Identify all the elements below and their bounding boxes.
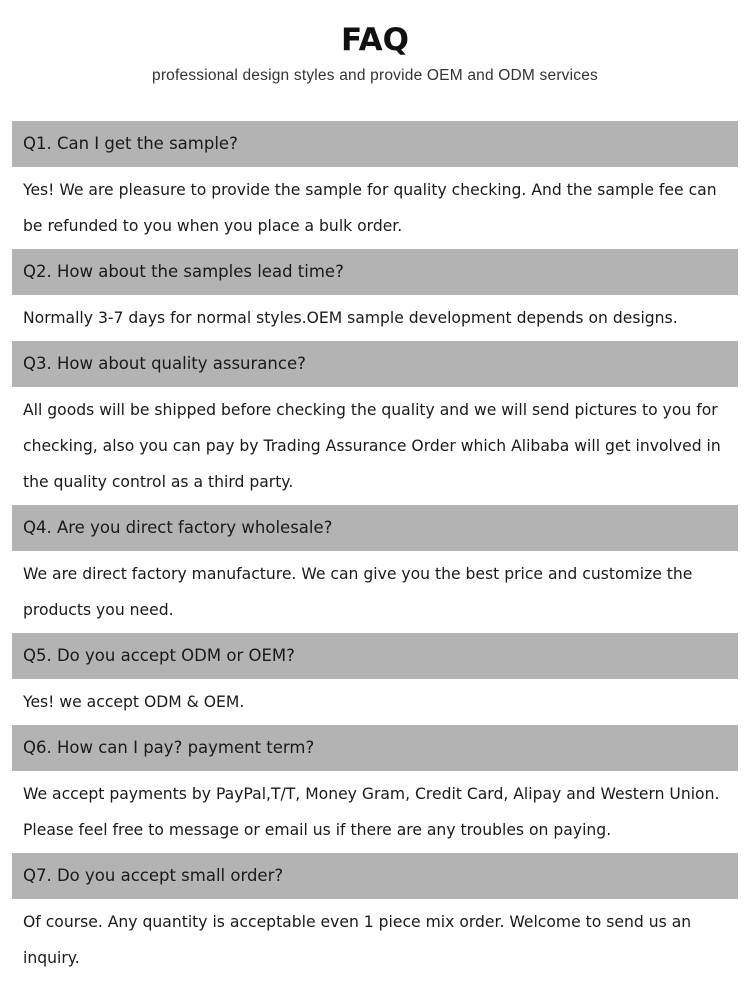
faq-list — [12, 121, 738, 981]
faq-item-5 — [12, 633, 738, 725]
faq-item-4 — [12, 505, 738, 633]
faq-question: Q6. How can I pay? payment term? — [12, 725, 738, 771]
faq-answer: We accept payments by PayPal,T/T, Money Gram, Credit Card, Alipay and Western Union. Please feel free to message or email us if there are any troubles on paying. — [23, 785, 720, 839]
faq-question: Q5. Do you accept ODM or OEM? — [12, 633, 738, 679]
faq-question: Q3. How about quality assurance? — [12, 341, 738, 387]
faq-answer: We are direct factory manufacture. We can give you the best price and customize the products you need. — [23, 565, 693, 619]
faq-item-7 — [12, 853, 738, 981]
faq-item-6 — [12, 725, 738, 853]
faq-question: Q1. Can I get the sample? — [12, 121, 738, 167]
faq-question: Q2. How about the samples lead time? — [12, 249, 738, 295]
page-subtitle: professional design styles and provide OEM and ODM services — [152, 67, 598, 84]
faq-answer: Of course. Any quantity is acceptable even 1 piece mix order. Welcome to send us an inquiry. — [23, 913, 692, 967]
faq-answer: Yes! we accept ODM & OEM. — [23, 693, 245, 711]
faq-answer: Normally 3-7 days for normal styles.OEM sample development depends on designs. — [23, 309, 678, 327]
faq-question: Q7. Do you accept small order? — [12, 853, 738, 899]
faq-item-1 — [12, 121, 738, 249]
faq-answer: All goods will be shipped before checking the quality and we will send pictures to you for checking, also you can pay by Trading Assurance Order which Alibaba will get involved in the quality control as a third party. — [23, 401, 721, 491]
faq-answer: Yes! We are pleasure to provide the sample for quality checking. And the sample fee can be refunded to you when you place a bulk order. — [23, 181, 717, 235]
faq-question: Q4. Are you direct factory wholesale? — [12, 505, 738, 551]
page-title: FAQ — [341, 22, 409, 58]
faq-item-3 — [12, 341, 738, 505]
faq-item-2 — [12, 249, 738, 341]
